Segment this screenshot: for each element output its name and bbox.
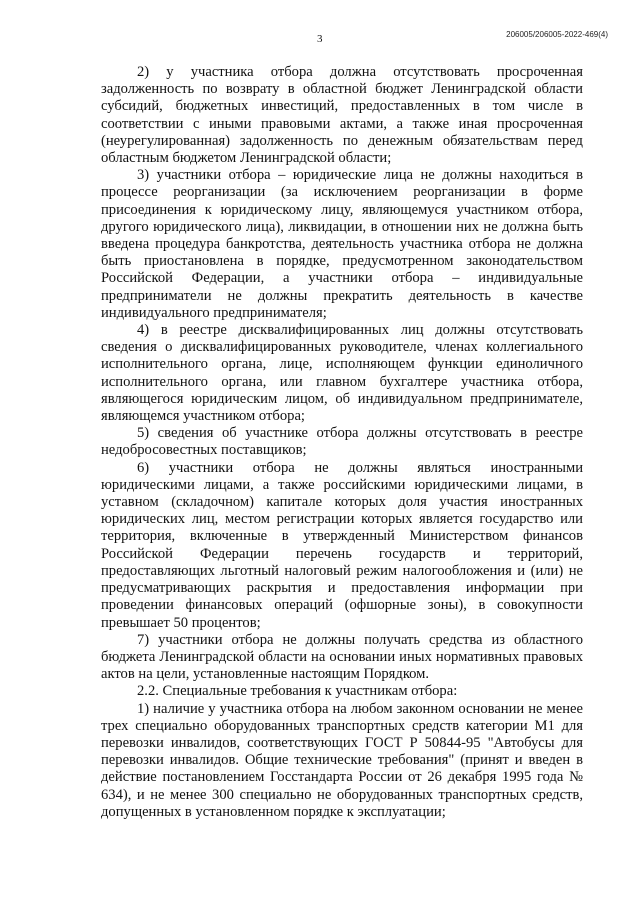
document-body — [101, 64, 583, 821]
paragraph-requirement-2: 2) у участника отбора должна отсутствовать просроченная задолженность по возврату в областной бюджет Ленинградской области субсидий, бюджетных инвестиций, предоставленных в том числе в соответствии с иными правовыми актами, а также иная просроченная (неурегулированная) задолженность по денежным обязательствам перед областным бюджетом Ленинградской области; — [101, 64, 583, 167]
document-code: 206005/206005-2022-469(4) — [506, 30, 608, 39]
paragraph-requirement-5: 5) сведения об участнике отбора должны отсутствовать в реестре недобросовестных поставщиков; — [101, 425, 583, 459]
page-number: 3 — [317, 33, 323, 45]
paragraph-requirement-7: 7) участники отбора не должны получать средства из областного бюджета Ленинградской области на основании иных нормативных правовых актов на цели, установленные настоящим Порядком. — [101, 631, 583, 683]
paragraph-requirement-4: 4) в реестре дисквалифицированных лиц должны отсутствовать сведения о дисквалифицированных руководителе, членах коллегиального исполнительного органа, лице, исполняющем функции единоличного исполнительного органа, или главном бухгалтере участника отбора, являющегося юридическим лицом, об индивидуальном предпринимателе, являющемся участником отбора; — [101, 322, 583, 425]
paragraph-special-requirement-1: 1) наличие у участника отбора на любом законном основании не менее трех специально оборудованных транспортных средств категории М1 для перевозки инвалидов, соответствующих ГОСТ Р 50844-95 "Автобусы для перевозки инвалидов. Общие технические требования" (принят и введен в действие постановлением Госстандарта России от 26 декабря 1995 года № 634), и не менее 300 специально не оборудованных транспортных средств, допущенных в установленном порядке к эксплуатации; — [101, 700, 583, 820]
section-heading-2-2: 2.2. Специальные требования к участникам отбора: — [137, 683, 458, 700]
paragraph-requirement-3: 3) участники отбора – юридические лица не должны находиться в процессе реорганизации (за исключением реорганизации в форме присоединения к юридическому лицу, являющемуся участником отбора, другого юридического лица), ликвидации, в отношении них не должна быть введена процедура банкротства, деятельность участника отбора не должна быть приостановлена в порядке, предусмотренном законодательством Российской Федерации, а участники отбора – индивидуальные предприниматели не должны прекратить деятельность в качестве индивидуального предпринимателя; — [101, 167, 583, 321]
paragraph-requirement-6: 6) участники отбора не должны являться иностранными юридическими лицами, а также российскими юридическими лицами, в уставном (складочном) капитале которых доля участия иностранных юридических лиц, местом регистрации которых является государство или территория, включенные в утвержденный Министерством финансов Российской Федерации перечень государств и территорий, предоставляющих льготный налоговый режим налогообложения и (или) не предусматривающих раскрытия и предоставления информации при проведении финансовых операций (офшорные зоны), в совокупности превышает 50 процентов; — [101, 459, 583, 631]
